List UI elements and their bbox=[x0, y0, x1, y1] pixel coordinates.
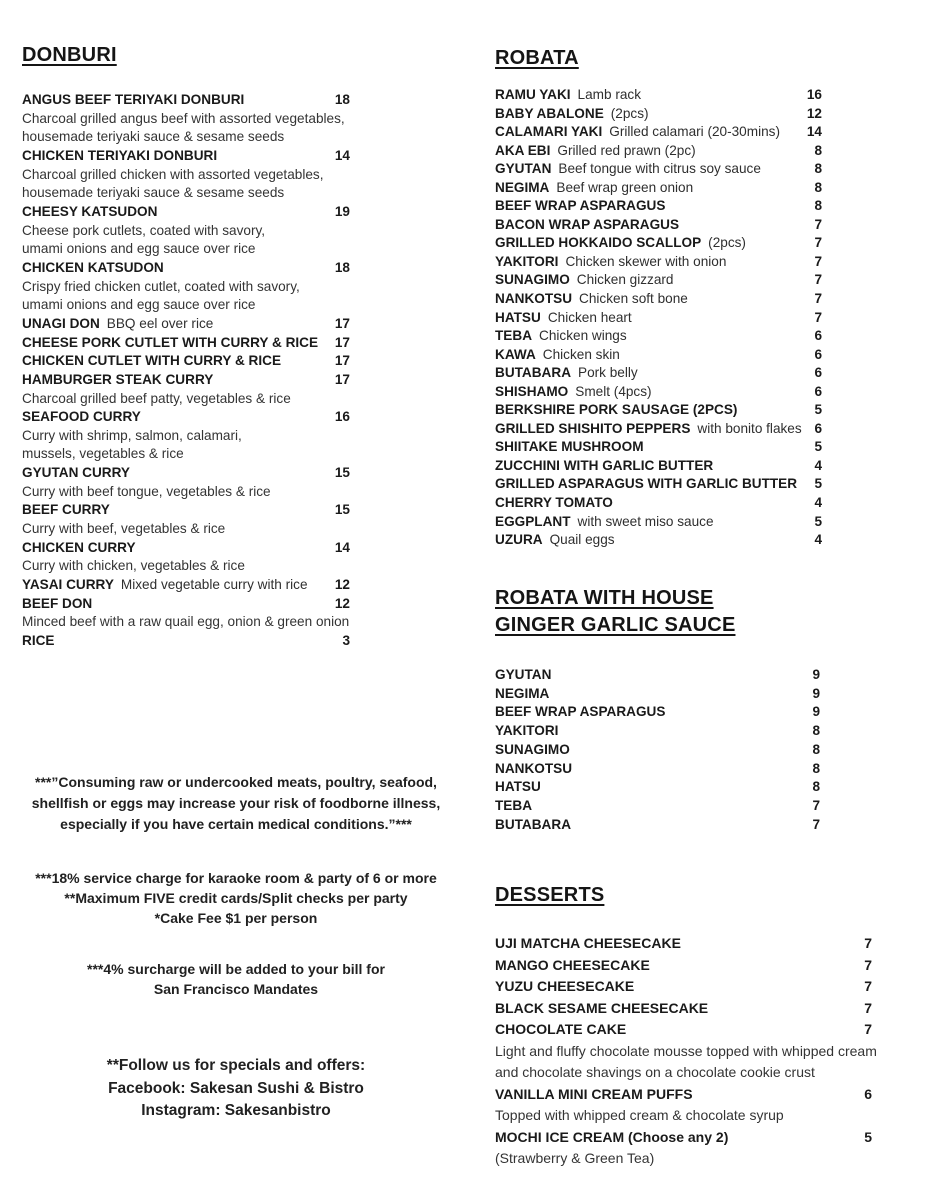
item-name-group bbox=[495, 685, 549, 704]
item-inline-description: Chicken wings bbox=[539, 328, 627, 344]
item-name-group bbox=[495, 816, 571, 835]
item-name: CHERRY TOMATO bbox=[495, 495, 613, 511]
item-name-group bbox=[22, 595, 92, 614]
item-description-line: Charcoal grilled chicken with assorted vegetables, bbox=[22, 166, 324, 182]
item-name-group bbox=[495, 797, 532, 816]
item-name-group bbox=[22, 203, 157, 222]
item-description-line: umami onions and egg sauce over rice bbox=[22, 297, 256, 313]
robata-item-list bbox=[495, 86, 822, 550]
item-name-group bbox=[495, 475, 797, 494]
item-name: GRILLED ASPARAGUS WITH GARLIC BUTTER bbox=[495, 476, 798, 492]
menu-item bbox=[495, 253, 822, 272]
menu-item bbox=[495, 976, 872, 998]
item-inline-description: (2pcs) bbox=[708, 235, 746, 251]
menu-item bbox=[495, 327, 822, 346]
item-inline-description: Chicken gizzard bbox=[576, 272, 674, 288]
item-price: 12 bbox=[334, 595, 350, 611]
item-price: 7 bbox=[814, 291, 822, 307]
item-name: YUZU CHEESECAKE bbox=[495, 978, 635, 994]
item-name-group bbox=[22, 576, 308, 595]
item-price: 7 bbox=[814, 235, 822, 251]
item-name-group bbox=[495, 703, 665, 722]
item-description-line: Curry with chicken, vegetables & rice bbox=[22, 558, 245, 574]
menu-item bbox=[22, 595, 350, 614]
section-heading-robata bbox=[495, 45, 579, 72]
donburi-item-list bbox=[22, 91, 350, 651]
menu-item bbox=[22, 501, 350, 520]
menu-item bbox=[495, 401, 822, 420]
item-description-line: Minced beef with a raw quail egg, onion & green onion bbox=[22, 614, 350, 630]
menu-item bbox=[495, 1084, 872, 1106]
item-description-line: Topped with whipped cream & chocolate syrup bbox=[495, 1107, 784, 1123]
item-price: 14 bbox=[806, 124, 822, 140]
item-name-group bbox=[495, 160, 761, 179]
item-name-group bbox=[495, 1084, 693, 1106]
item-description-line: Charcoal grilled angus beef with assorted vegetables, bbox=[22, 110, 345, 126]
menu-item bbox=[495, 438, 822, 457]
health-advisory-note bbox=[16, 772, 456, 835]
item-description-line: mussels, vegetables & rice bbox=[22, 446, 184, 462]
item-name-group bbox=[22, 464, 130, 483]
menu-item bbox=[495, 666, 820, 685]
menu-item bbox=[495, 160, 822, 179]
menu-item bbox=[495, 364, 822, 383]
item-name-group bbox=[495, 216, 679, 235]
item-name-group bbox=[495, 290, 688, 309]
menu-item bbox=[22, 352, 350, 371]
section-heading-text: ROBATA bbox=[495, 47, 579, 69]
item-price: 8 bbox=[812, 779, 820, 795]
item-name: TEBA bbox=[495, 328, 533, 344]
section-heading-desserts bbox=[495, 882, 604, 909]
item-price: 7 bbox=[812, 816, 820, 832]
item-name: BEEF CURRY bbox=[22, 502, 110, 518]
item-inline-description: Chicken soft bone bbox=[579, 291, 688, 307]
item-name-group bbox=[495, 197, 665, 216]
item-price: 7 bbox=[864, 999, 872, 1016]
item-name: BACON WRAP ASPARAGUS bbox=[495, 216, 680, 232]
item-price: 12 bbox=[806, 105, 822, 121]
item-inline-description: (2pcs) bbox=[610, 105, 649, 121]
item-name: BUTABARA bbox=[495, 365, 572, 381]
item-price: 3 bbox=[342, 633, 350, 649]
item-name: CHEESE PORK CUTLET WITH CURRY & RICE bbox=[22, 334, 319, 350]
menu-item bbox=[495, 1127, 872, 1149]
item-name-group bbox=[495, 513, 714, 532]
item-price: 8 bbox=[812, 741, 820, 757]
item-name: UJI MATCHA CHEESECAKE bbox=[495, 935, 681, 951]
note-line: ***18% service charge for karaoke room & party of 6 or more bbox=[35, 870, 437, 886]
item-name: GYUTAN bbox=[495, 161, 552, 177]
item-price: 7 bbox=[864, 935, 872, 951]
item-price: 5 bbox=[814, 476, 822, 492]
item-price: 15 bbox=[334, 502, 350, 518]
item-name-group bbox=[22, 632, 54, 651]
item-price: 4 bbox=[814, 457, 822, 473]
item-name-group bbox=[495, 179, 693, 198]
item-name-group bbox=[495, 933, 681, 955]
item-price: 7 bbox=[814, 216, 822, 232]
menu-item bbox=[495, 955, 872, 977]
menu-item bbox=[22, 203, 350, 222]
item-name-group bbox=[495, 457, 713, 476]
item-name: VANILLA MINI CREAM PUFFS bbox=[495, 1085, 693, 1102]
menu-item bbox=[22, 576, 350, 595]
item-price: 16 bbox=[334, 409, 350, 425]
item-price: 8 bbox=[812, 723, 820, 739]
item-name-group bbox=[495, 309, 632, 328]
item-price: 8 bbox=[814, 142, 822, 158]
surcharge-note bbox=[16, 960, 456, 999]
note-line: ***”Consuming raw or undercooked meats, poultry, seafood, bbox=[35, 774, 437, 790]
menu-item bbox=[495, 703, 820, 722]
menu-item bbox=[22, 91, 350, 110]
item-name-group bbox=[22, 501, 110, 520]
item-name: RICE bbox=[22, 633, 55, 649]
menu-item bbox=[495, 271, 822, 290]
item-name-group bbox=[495, 998, 708, 1020]
item-price: 9 bbox=[812, 685, 820, 701]
item-name: KAWA bbox=[495, 346, 536, 362]
menu-item bbox=[495, 86, 822, 105]
item-name-group bbox=[495, 1127, 728, 1149]
menu-item bbox=[495, 685, 820, 704]
item-name-group bbox=[495, 976, 634, 998]
item-name-group bbox=[495, 778, 541, 797]
item-description-line: (Strawberry & Green Tea) bbox=[495, 1150, 655, 1166]
item-name: SEAFOOD CURRY bbox=[22, 409, 141, 425]
menu-item bbox=[495, 123, 822, 142]
section-heading-text-line1: ROBATA WITH HOUSE bbox=[495, 587, 714, 609]
item-price: 17 bbox=[334, 334, 350, 350]
item-name-group bbox=[495, 364, 638, 383]
section-heading-text: DESSERTS bbox=[495, 884, 605, 906]
item-price: 16 bbox=[806, 87, 822, 102]
menu-item bbox=[495, 998, 872, 1020]
item-price: 8 bbox=[814, 198, 822, 214]
item-price: 7 bbox=[864, 978, 872, 994]
item-price: 9 bbox=[812, 667, 820, 682]
menu-item bbox=[22, 539, 350, 558]
note-line: **Follow us for specials and offers: bbox=[106, 1057, 366, 1074]
item-name-group bbox=[495, 438, 644, 457]
note-line: *Cake Fee $1 per person bbox=[154, 910, 318, 926]
item-price: 5 bbox=[814, 513, 822, 529]
menu-item bbox=[495, 722, 820, 741]
item-inline-description: Chicken skin bbox=[542, 346, 620, 362]
item-price: 6 bbox=[814, 328, 822, 344]
item-name: BUTABARA bbox=[495, 816, 572, 832]
item-name: YAKITORI bbox=[495, 253, 559, 269]
item-price: 7 bbox=[864, 1021, 872, 1037]
section-heading-text-line2: GINGER GARLIC SAUCE bbox=[495, 613, 736, 636]
item-name-group bbox=[22, 259, 164, 278]
menu-item bbox=[22, 147, 350, 166]
item-description-line: Curry with shrimp, salmon, calamari, bbox=[22, 427, 242, 443]
item-name-group bbox=[22, 147, 217, 166]
item-description-line: Curry with beef, vegetables & rice bbox=[22, 521, 226, 537]
item-name-group bbox=[22, 315, 213, 334]
item-price: 6 bbox=[864, 1085, 872, 1102]
note-line: San Francisco Mandates bbox=[153, 980, 319, 997]
item-name: HAMBURGER STEAK CURRY bbox=[22, 371, 214, 387]
item-name: GRILLED HOKKAIDO SCALLOP bbox=[495, 235, 702, 251]
item-price: 19 bbox=[334, 203, 350, 219]
menu-item bbox=[495, 513, 822, 532]
section-heading-text: DONBURI bbox=[22, 44, 117, 66]
item-name: SUNAGIMO bbox=[495, 272, 570, 288]
item-name: GYUTAN CURRY bbox=[22, 465, 130, 481]
ginger-garlic-item-list bbox=[495, 666, 820, 834]
note-line: **Maximum FIVE credit cards/Split checks per party bbox=[64, 890, 408, 906]
item-description-line: Curry with beef tongue, vegetables & rice bbox=[22, 483, 271, 499]
item-price: 8 bbox=[814, 179, 822, 195]
item-price: 6 bbox=[814, 420, 822, 436]
item-name-group bbox=[495, 1019, 626, 1041]
item-inline-description: Mixed vegetable curry with rice bbox=[120, 577, 308, 593]
item-name: NEGIMA bbox=[495, 179, 550, 195]
item-name: SHIITAKE MUSHROOM bbox=[495, 439, 644, 455]
item-name-group bbox=[495, 760, 572, 779]
menu-item bbox=[495, 420, 822, 439]
item-name: CHOCOLATE CAKE bbox=[495, 1021, 627, 1037]
item-name-group bbox=[495, 955, 650, 977]
item-price: 7 bbox=[812, 797, 820, 813]
item-name: BEEF WRAP ASPARAGUS bbox=[495, 198, 666, 214]
item-name-group bbox=[495, 142, 696, 161]
item-inline-description: Pork belly bbox=[578, 365, 638, 381]
menu-item bbox=[22, 259, 350, 278]
item-name: NANKOTSU bbox=[495, 760, 573, 776]
item-inline-description: BBQ eel over rice bbox=[106, 315, 214, 331]
item-name: BABY ABALONE bbox=[495, 105, 604, 121]
item-price: 5 bbox=[814, 402, 822, 418]
item-name: BEEF DON bbox=[22, 595, 93, 611]
item-inline-description: Beef tongue with citrus soy sauce bbox=[558, 161, 761, 177]
social-media-note bbox=[16, 1055, 456, 1123]
menu-item bbox=[495, 797, 820, 816]
menu-item bbox=[495, 216, 822, 235]
menu-item bbox=[495, 105, 822, 124]
item-price: 18 bbox=[334, 259, 350, 275]
item-inline-description: Quail eggs bbox=[549, 532, 615, 548]
menu-item bbox=[495, 778, 820, 797]
item-name-group bbox=[495, 105, 649, 124]
menu-item bbox=[495, 457, 822, 476]
menu-item bbox=[495, 142, 822, 161]
menu-item bbox=[495, 383, 822, 402]
item-name: CHICKEN KATSUDON bbox=[22, 259, 164, 275]
item-inline-description: Smelt (4pcs) bbox=[575, 383, 652, 399]
item-name-group bbox=[495, 253, 726, 272]
item-name-group bbox=[22, 352, 281, 371]
item-name-group bbox=[495, 420, 802, 439]
item-price: 6 bbox=[814, 346, 822, 362]
item-name: ANGUS BEEF TERIYAKI DONBURI bbox=[22, 92, 245, 107]
item-description-line: Cheese pork cutlets, coated with savory, bbox=[22, 222, 266, 238]
item-name: ZUCCHINI WITH GARLIC BUTTER bbox=[495, 457, 714, 473]
item-price: 17 bbox=[334, 353, 350, 369]
item-price: 8 bbox=[814, 161, 822, 177]
menu-item bbox=[495, 179, 822, 198]
item-name-group bbox=[495, 123, 780, 142]
item-name-group bbox=[22, 371, 213, 390]
menu-item bbox=[495, 234, 822, 253]
item-name: GYUTAN bbox=[495, 667, 552, 682]
menu-item bbox=[495, 346, 822, 365]
item-price: 9 bbox=[812, 704, 820, 720]
item-name: BLACK SESAME CHEESECAKE bbox=[495, 999, 709, 1016]
item-name-group bbox=[495, 531, 615, 550]
note-line: Facebook: Sakesan Sushi & Bistro bbox=[108, 1079, 364, 1097]
item-name-group bbox=[495, 86, 641, 105]
menu-item bbox=[495, 197, 822, 216]
item-price: 14 bbox=[334, 539, 350, 555]
item-inline-description: Grilled calamari (20-30mins) bbox=[609, 124, 780, 140]
menu-item bbox=[495, 531, 822, 550]
item-name: RAMU YAKI bbox=[495, 87, 571, 102]
item-name: TEBA bbox=[495, 797, 533, 813]
item-name: CHICKEN CURRY bbox=[22, 539, 136, 555]
note-line: ***4% surcharge will be added to your bill for bbox=[87, 961, 385, 977]
item-name-group bbox=[495, 327, 627, 346]
item-name-group bbox=[495, 741, 570, 760]
item-inline-description: Beef wrap green onion bbox=[556, 179, 694, 195]
item-name: CHICKEN TERIYAKI DONBURI bbox=[22, 147, 218, 163]
item-name: MOCHI ICE CREAM (Choose any 2) bbox=[495, 1128, 729, 1145]
section-heading-ginger-garlic bbox=[495, 585, 735, 638]
item-name: HATSU bbox=[495, 779, 541, 795]
item-price: 6 bbox=[814, 383, 822, 399]
item-name: CALAMARI YAKI bbox=[495, 124, 603, 140]
item-price: 15 bbox=[334, 465, 350, 481]
item-name: BERKSHIRE PORK SAUSAGE (2PCS) bbox=[495, 402, 738, 418]
item-inline-description: Chicken heart bbox=[547, 309, 632, 325]
desserts-item-list bbox=[495, 933, 877, 1170]
item-price: 5 bbox=[814, 439, 822, 455]
item-inline-description: Chicken skewer with onion bbox=[565, 253, 727, 269]
item-price: 14 bbox=[334, 147, 350, 163]
menu-item bbox=[495, 475, 822, 494]
item-name: NEGIMA bbox=[495, 685, 550, 701]
item-name: YASAI CURRY bbox=[22, 577, 114, 593]
item-name-group bbox=[495, 383, 652, 402]
item-name-group bbox=[495, 271, 673, 290]
item-name: BEEF WRAP ASPARAGUS bbox=[495, 704, 666, 720]
item-name: SHISHAMO bbox=[495, 383, 569, 399]
item-description-line: housemade teriyaki sauce & sesame seeds bbox=[22, 129, 285, 145]
section-heading-donburi bbox=[22, 42, 117, 69]
item-price: 5 bbox=[864, 1128, 872, 1145]
item-name-group bbox=[495, 401, 737, 420]
item-name-group bbox=[22, 91, 244, 110]
item-name-group bbox=[22, 539, 136, 558]
item-price: 17 bbox=[334, 315, 350, 331]
item-name-group bbox=[495, 346, 620, 365]
item-description-line: Crispy fried chicken cutlet, coated with savory, bbox=[22, 278, 300, 294]
menu-item bbox=[22, 315, 350, 334]
item-price: 6 bbox=[814, 365, 822, 381]
item-name-group bbox=[22, 408, 141, 427]
menu-item bbox=[495, 741, 820, 760]
note-line: especially if you have certain medical conditions.”*** bbox=[60, 816, 412, 832]
item-inline-description: with bonito flakes bbox=[697, 420, 802, 436]
item-name-group bbox=[495, 666, 551, 685]
menu-item bbox=[495, 760, 820, 779]
item-description-line: Light and fluffy chocolate mousse topped with whipped cream bbox=[495, 1042, 877, 1059]
item-price: 12 bbox=[334, 577, 350, 593]
item-price: 7 bbox=[814, 253, 822, 269]
item-name-group bbox=[495, 494, 613, 513]
item-name-group bbox=[495, 234, 746, 253]
menu-item bbox=[22, 632, 350, 651]
item-description-line: housemade teriyaki sauce & sesame seeds bbox=[22, 185, 285, 201]
item-name: CHICKEN CUTLET WITH CURRY & RICE bbox=[22, 353, 282, 369]
item-name: UZURA bbox=[495, 532, 543, 548]
item-name-group bbox=[495, 722, 558, 741]
menu-item bbox=[495, 290, 822, 309]
item-inline-description: Lamb rack bbox=[577, 87, 642, 102]
item-price: 7 bbox=[814, 309, 822, 325]
item-price: 4 bbox=[814, 495, 822, 511]
item-name: SUNAGIMO bbox=[495, 741, 570, 757]
item-name: AKA EBI bbox=[495, 142, 551, 158]
item-name: EGGPLANT bbox=[495, 513, 571, 529]
menu-item bbox=[22, 334, 350, 353]
item-description-line: Charcoal grilled beef patty, vegetables & rice bbox=[22, 390, 291, 406]
item-name: HATSU bbox=[495, 309, 541, 325]
item-price: 7 bbox=[864, 956, 872, 973]
menu-item bbox=[495, 933, 872, 955]
note-line: shellfish or eggs may increase your risk of foodborne illness, bbox=[31, 795, 441, 811]
item-price: 8 bbox=[812, 760, 820, 776]
item-price: 17 bbox=[334, 371, 350, 387]
menu-item bbox=[495, 816, 820, 835]
item-name: YAKITORI bbox=[495, 723, 559, 739]
menu-item bbox=[495, 1019, 872, 1041]
item-description-line: and chocolate shavings on a chocolate cookie crust bbox=[495, 1064, 815, 1080]
menu-item bbox=[22, 371, 350, 390]
item-name-group bbox=[22, 334, 318, 353]
item-name: GRILLED SHISHITO PEPPERS bbox=[495, 420, 691, 436]
item-name: CHEESY KATSUDON bbox=[22, 203, 158, 219]
item-price: 18 bbox=[334, 92, 350, 107]
item-name: NANKOTSU bbox=[495, 291, 573, 307]
item-price: 7 bbox=[814, 272, 822, 288]
item-inline-description: Grilled red prawn (2pc) bbox=[557, 142, 696, 158]
menu-item bbox=[495, 309, 822, 328]
service-charge-note bbox=[16, 868, 456, 928]
menu-item bbox=[495, 494, 822, 513]
item-description-line: umami onions and egg sauce over rice bbox=[22, 241, 256, 257]
menu-item bbox=[22, 464, 350, 483]
item-name: MANGO CHEESECAKE bbox=[495, 956, 650, 973]
note-line: Instagram: Sakesanbistro bbox=[141, 1102, 331, 1119]
item-price: 4 bbox=[814, 532, 822, 548]
item-name: UNAGI DON bbox=[22, 315, 100, 331]
item-inline-description: with sweet miso sauce bbox=[577, 513, 714, 529]
menu-item bbox=[22, 408, 350, 427]
